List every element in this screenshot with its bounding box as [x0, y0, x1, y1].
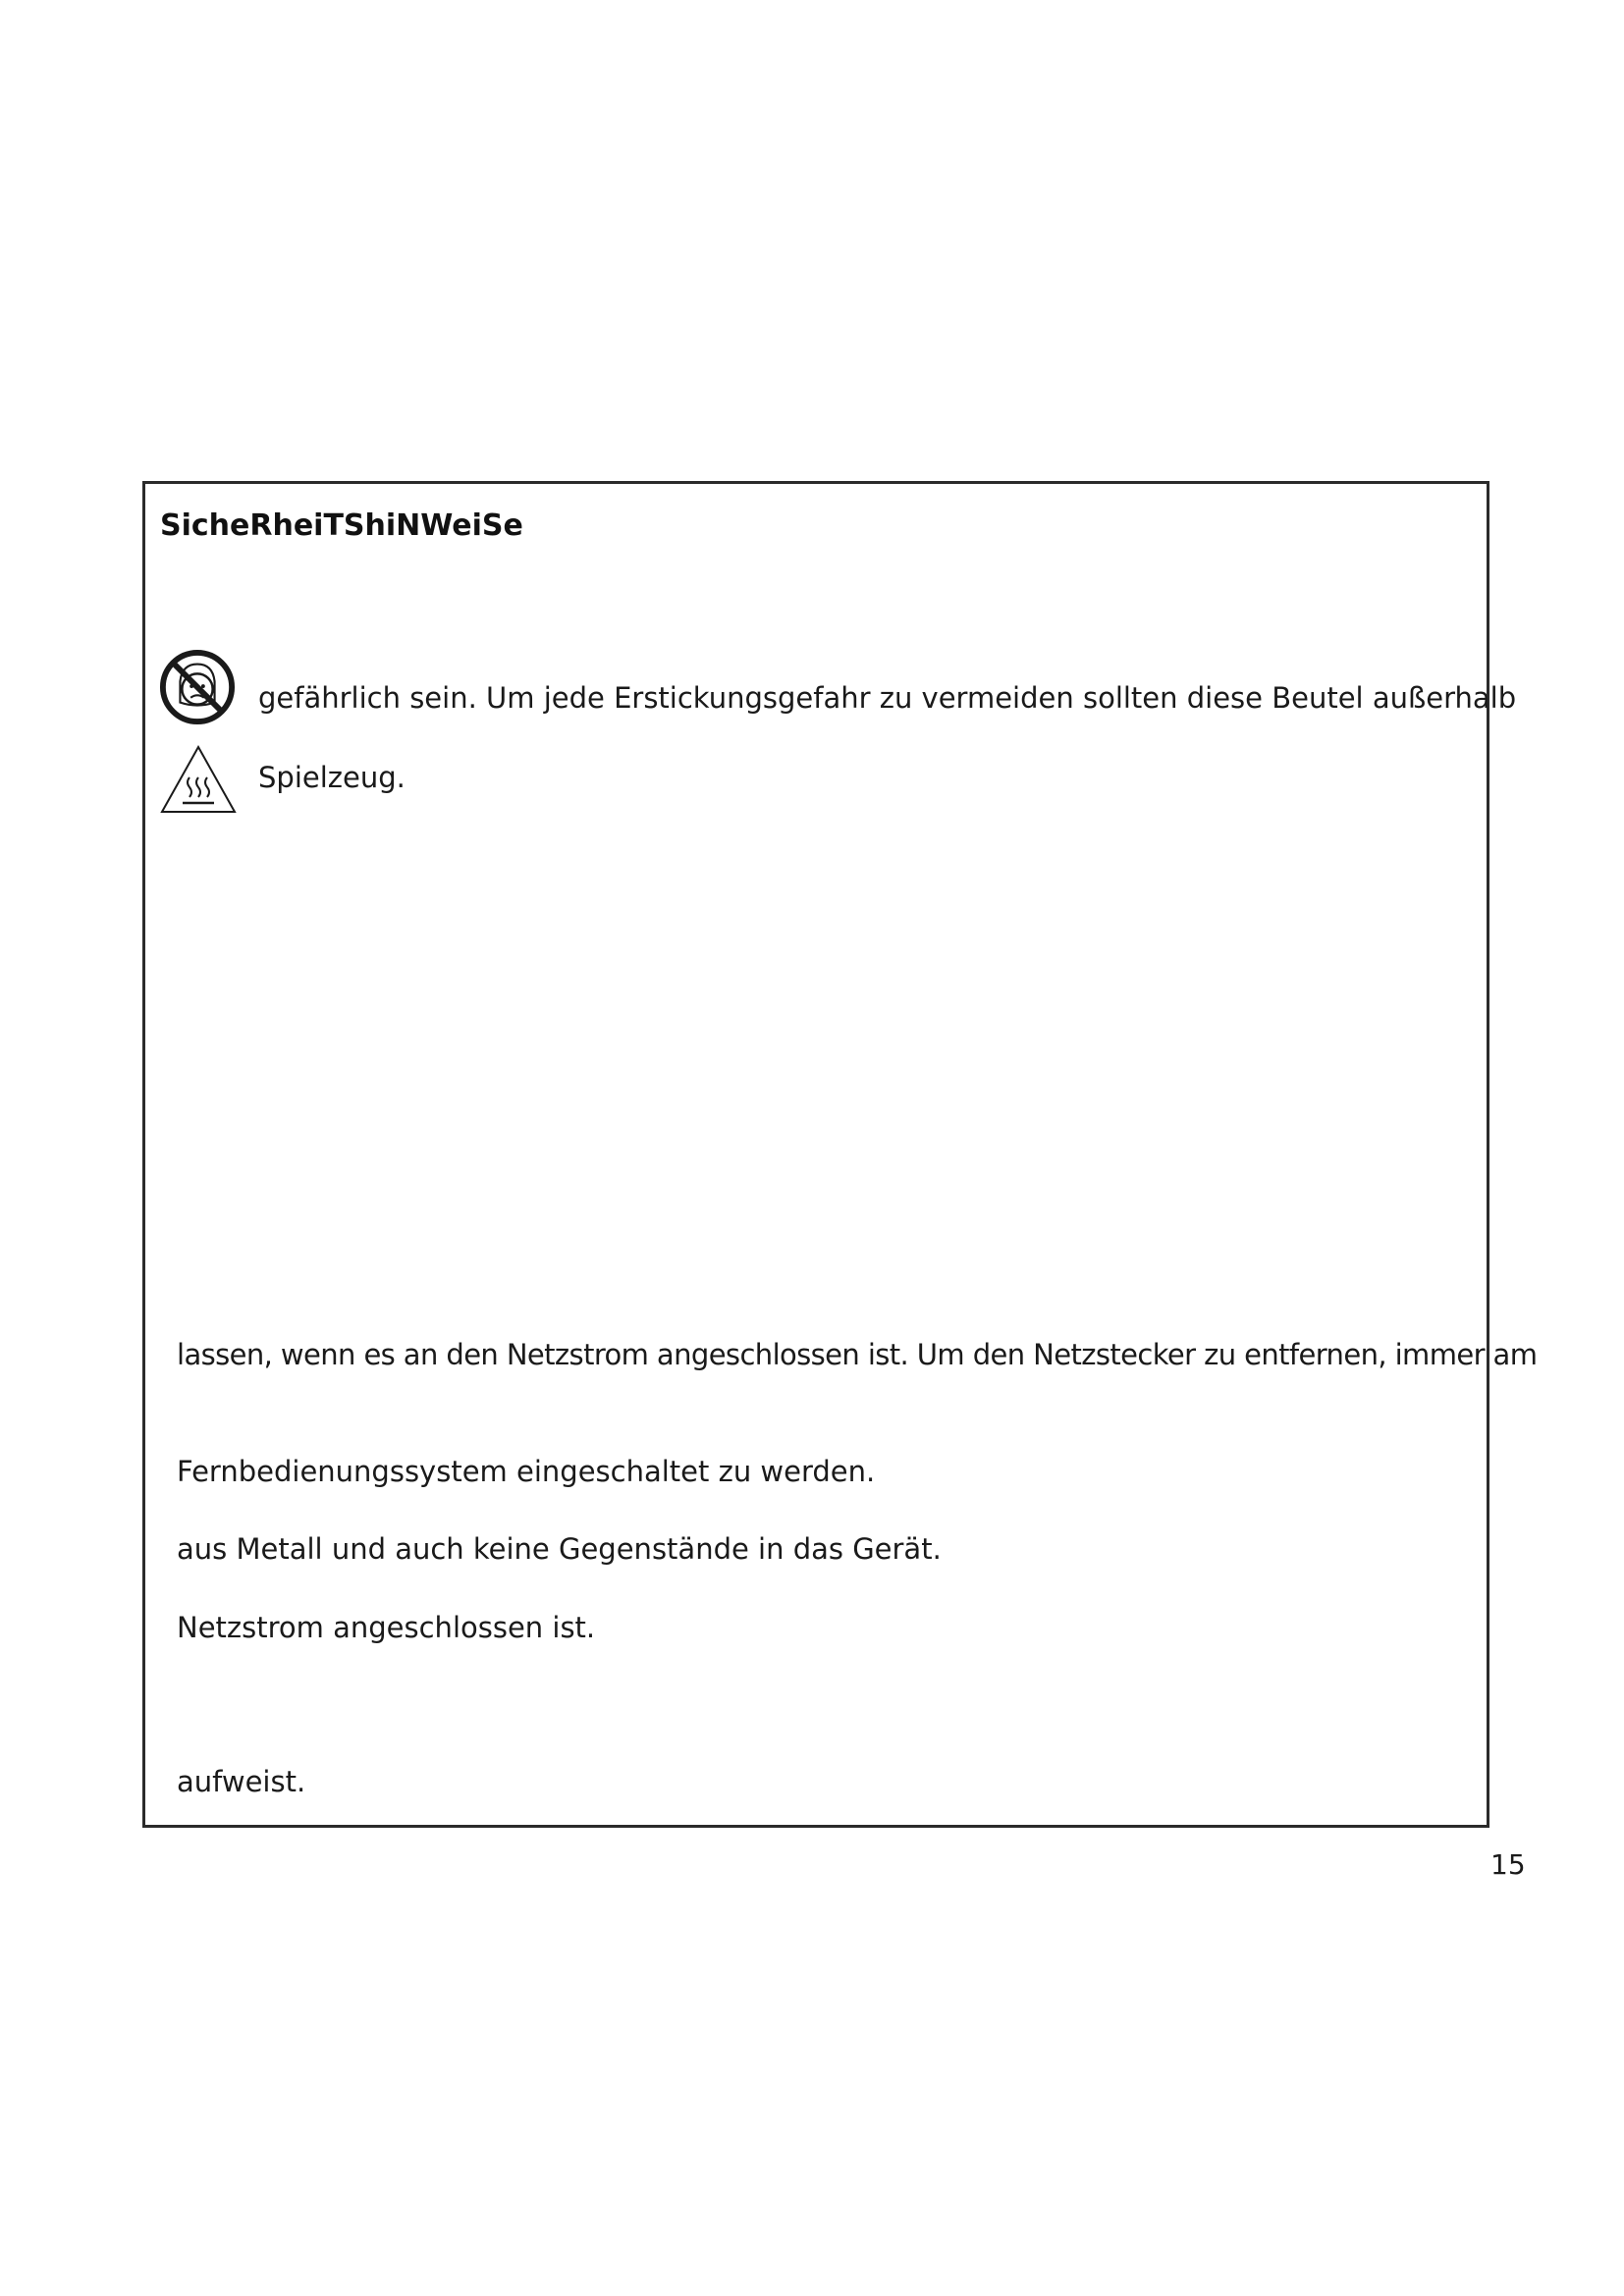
text-line-3: lassen, wenn es an den Netzstrom angeschlossen ist. Um den Netzstecker zu entfernen, immer am	[177, 1338, 1538, 1371]
text-line-5: aus Metall und auch keine Gegenstände in das Gerät.	[177, 1532, 942, 1566]
text-line-7: aufweist.	[177, 1765, 306, 1798]
no-plastic-bag-over-head-icon	[159, 649, 236, 725]
text-line-4: Fernbedienungssystem eingeschaltet zu werden.	[177, 1455, 876, 1488]
text-line-1: gefährlich sein. Um jede Erstickungsgefahr zu vermeiden sollten diese Beutel außerhalb	[258, 681, 1517, 715]
page-number: 15	[1490, 1848, 1526, 1881]
section-heading: SicheRheiTShiNWeiSe	[160, 508, 523, 543]
hot-surface-warning-icon	[159, 744, 238, 815]
text-line-6: Netzstrom angeschlossen ist.	[177, 1611, 596, 1644]
text-line-2: Spielzeug.	[258, 761, 406, 794]
